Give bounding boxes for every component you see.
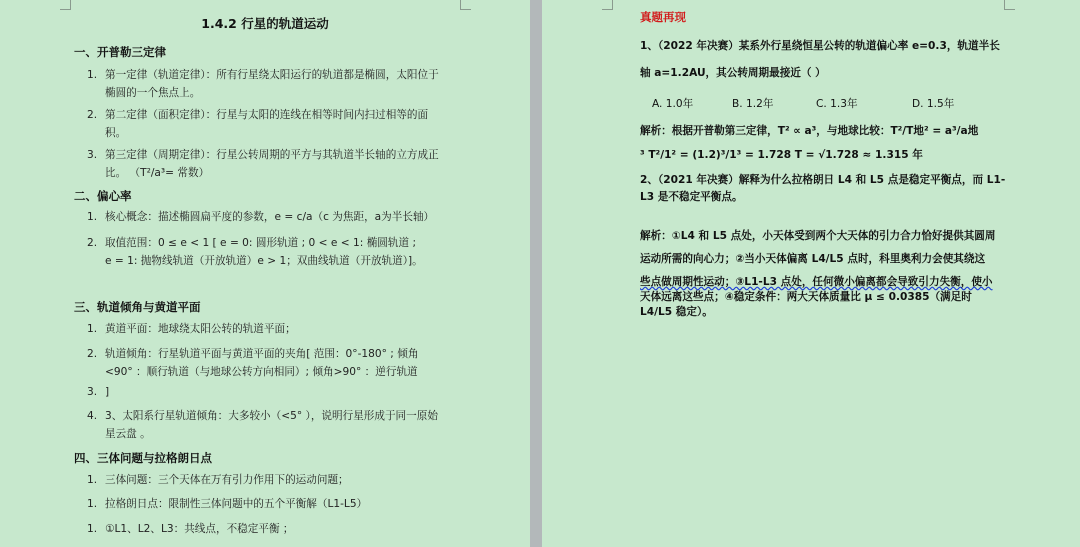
answer-2-line-3: 些点做周期性运动；③L1-L3 点处，任何微小偏离都会导致引力失衡，使小 xyxy=(640,276,993,288)
item-text: 3、太阳系行星轨道倾角：大多较小（<5° ），说明行星形成于同一原始 xyxy=(105,410,438,422)
question-2-cont: L3 是不稳定平衡点。 xyxy=(640,191,743,203)
corner-mark xyxy=(60,0,71,10)
option-b: B. 1.2年 xyxy=(732,98,774,110)
item-number: 1. xyxy=(87,523,98,535)
item-text-cont: 椭圆的一个焦点上。 xyxy=(105,87,201,99)
item-number: 2. xyxy=(87,348,98,360)
question-1: 1、（2022 年决赛）某系外行星绕恒星公转的轨道偏心率 e=0.3，轨道半长 xyxy=(640,40,1000,52)
list-item xyxy=(87,471,349,489)
item-text: 取值范围：0 ≤ e < 1 [ e = 0: 圆形轨道 ; 0 < e < 1: 椭圆轨道 ; xyxy=(105,237,417,249)
answer-2-line-4: 天体远离这些点；④稳定条件：两大天体质量比 μ ≤ 0.0385（满足时 xyxy=(640,291,972,303)
option-c: C. 1.3年 xyxy=(816,98,858,110)
list-item xyxy=(87,320,296,338)
section-heading-three-body: 四、三体问题与拉格朗日点 xyxy=(74,451,212,465)
corner-mark xyxy=(1004,0,1015,10)
list-item xyxy=(87,106,429,139)
item-text-cont: 星云盘 。 xyxy=(105,428,151,440)
list-item xyxy=(87,520,294,538)
item-number: 2. xyxy=(87,109,98,121)
item-text: 三体问题：三个天体在万有引力作用下的运动问题； xyxy=(105,474,349,486)
section-heading-past-exams: 真题再现 xyxy=(640,10,686,24)
question-1-cont: 轴 a=1.2AU，其公转周期最接近（ ） xyxy=(640,67,826,79)
item-number: 2. xyxy=(87,237,98,249)
item-text-cont: 比。 （T²/a³= 常数） xyxy=(105,167,210,179)
answer-1-cont: ³ T²/1² = (1.2)³/1³ = 1.728 T = √1.728 ≈ 1.315 年 xyxy=(640,149,923,161)
doc-title: 1.4.2 行星的轨道运动 xyxy=(201,16,329,31)
item-text: 第二定律（面积定律）：行星与太阳的连线在相等时间内扫过相等的面 xyxy=(105,109,429,121)
corner-mark xyxy=(602,0,613,10)
list-item xyxy=(87,146,439,179)
section-heading-inclination: 三、轨道倾角与黄道平面 xyxy=(74,300,201,314)
list-item xyxy=(87,208,434,226)
section-heading-kepler: 一、开普勒三定律 xyxy=(74,45,166,59)
item-text: ①L1、L2、L3：共线点，不稳定平衡 ； xyxy=(105,523,294,535)
item-number: 3. xyxy=(87,149,98,161)
answer-2-line-5: L4/L5 稳定）。 xyxy=(640,306,713,318)
item-text: 轨道倾角：行星轨道平面与黄道平面的夹角[ 范围：0°-180° ; 倾角 xyxy=(105,348,419,360)
question-2: 2、（2021 年决赛）解释为什么拉格朗日 L4 和 L5 点是稳定平衡点，而 L1- xyxy=(640,174,1006,186)
item-text: 黄道平面：地球绕太阳公转的轨道平面； xyxy=(105,323,296,335)
item-number: 1. xyxy=(87,323,98,335)
item-text-cont: <90° ：顺行轨道（与地球公转方向相同）; 倾角>90° ：逆行轨道 xyxy=(105,366,418,378)
item-text-cont: 积。 xyxy=(105,127,127,139)
list-item xyxy=(87,66,439,99)
answer-2-line-2: 运动所需的向心力；②当小天体偏离 L4/L5 点时，科里奥利力会使其绕这 xyxy=(640,253,986,265)
item-text: 核心概念：描述椭圆扁平度的参数，e = c/a（c 为焦距，a为半长轴） xyxy=(105,211,435,223)
option-a: A. 1.0年 xyxy=(652,98,694,110)
item-text: 拉格朗日点：限制性三体问题中的五个平衡解（L1-L5） xyxy=(105,498,368,510)
list-item xyxy=(87,407,438,440)
item-text: 第三定律（周期定律）：行星公转周期的平方与其轨道半长轴的立方成正 xyxy=(105,149,439,161)
item-number: 4. xyxy=(87,410,98,422)
section-heading-eccentricity: 二、偏心率 xyxy=(74,189,132,203)
list-item xyxy=(87,495,367,513)
item-number: 1. xyxy=(87,69,98,81)
item-text: ] xyxy=(105,386,110,398)
corner-mark xyxy=(460,0,471,10)
item-text-cont: e = 1: 抛物线轨道（开放轨道）e > 1；双曲线轨道（开放轨道）]。 xyxy=(105,255,423,267)
item-number: 3. xyxy=(87,386,98,398)
list-item xyxy=(87,383,109,401)
item-number: 1. xyxy=(87,474,98,486)
list-item xyxy=(87,345,419,378)
option-d: D. 1.5年 xyxy=(912,98,955,110)
page-gap xyxy=(530,0,542,547)
item-number: 1. xyxy=(87,211,98,223)
item-text: 第一定律（轨道定律）：所有行星绕太阳运行的轨道都是椭圆，太阳位于 xyxy=(105,69,439,81)
item-number: 1. xyxy=(87,498,98,510)
answer-1: 解析：根据开普勒第三定律，T² ∝ a³，与地球比较：T²/T地² = a³/a地 xyxy=(640,125,979,137)
answer-2-line-1: 解析：①L4 和 L5 点处，小天体受到两个大天体的引力合力恰好提供其圆周 xyxy=(640,230,996,242)
list-item xyxy=(87,234,423,267)
